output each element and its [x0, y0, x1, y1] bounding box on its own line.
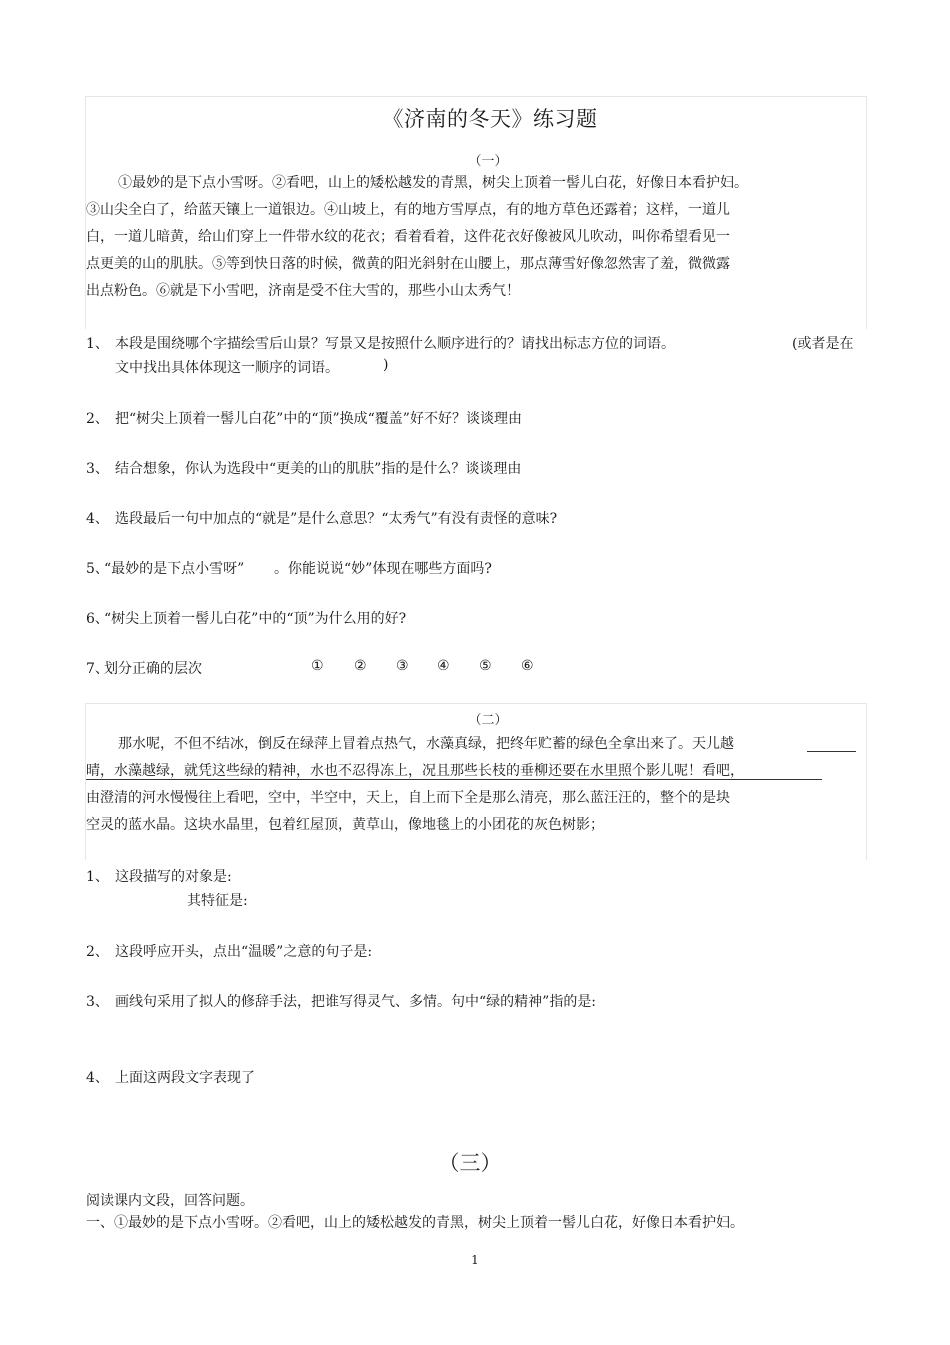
- question-number: 3、: [86, 994, 109, 1010]
- question-aside: (或者是在: [792, 336, 854, 352]
- passage2-line: 那水呢，不但不结冰，倒反在绿萍上冒着点热气，水藻真绿，把终年贮蓄的绿色全拿出来了。天儿越: [118, 736, 734, 752]
- question-number: 5、: [86, 561, 109, 577]
- question-close: ): [383, 357, 389, 373]
- question-text: 这段描写的对象是:: [115, 869, 232, 885]
- question-text: 上面这两段文字表现了: [115, 1070, 255, 1086]
- passage1-line: 白，一道儿暗黄，给山们穿上一件带水纹的花衣；看着看着，这件花衣好像被风儿吹动，叫你希望看见一: [86, 229, 730, 245]
- passage2-line: 空灵的蓝水晶。这块水晶里，包着红屋顶，黄草山，像地毯上的小团花的灰色树影；: [86, 817, 604, 833]
- passage1-line: 点更美的山的肌肤。⑤等到快日落的时候，微黄的阳光斜射在山腰上，那点薄雪好像忽然害了羞，微微露: [86, 256, 730, 272]
- question-number: 1、: [86, 869, 109, 885]
- question-continuation: 文中找出具体体现这一顺序的词语。: [115, 360, 339, 376]
- question-text: “树尖上顶着一髻儿白花”中的“顶”为什么用的好?: [104, 611, 407, 627]
- passage2-line: 由澄清的河水慢慢往上看吧，空中，半空中，天上，自上而下全是那么清亮，那么蓝汪汪的，整个的是块: [86, 790, 730, 806]
- passage1-line: 出点粉色。⑥就是下小雪吧，济南是受不住大雪的，那些小山太秀气！: [86, 283, 520, 299]
- layer-mark: ②: [354, 658, 367, 674]
- question-number: 2、: [86, 944, 109, 960]
- question-text: 把“树尖上顶着一髻儿白花”中的“顶”换成“覆盖”好不好？谈谈理由: [115, 411, 522, 427]
- section1-label: （一）: [468, 154, 508, 169]
- question-number: 4、: [86, 1070, 109, 1086]
- passage1-line: ③山尖全白了，给蓝天镶上一道银边。④山坡上，有的地方雪厚点，有的地方草色还露着；这样，一道儿: [86, 202, 730, 218]
- question-number: 3、: [86, 461, 109, 477]
- passage2-line-underlined: 晴，水藻越绿，就凭这些绿的精神，水也不忍得冻上，况且那些长枝的垂柳还要在水里照个影儿呢！看吧，: [86, 763, 744, 779]
- question-text: 结合想象，你认为选段中“更美的山的肌肤”指的是什么？谈谈理由: [115, 461, 522, 477]
- question-number: 6、: [86, 611, 109, 627]
- page-number: 1: [471, 1253, 479, 1267]
- layer-mark: ⑥: [521, 658, 534, 674]
- layer-mark: ③: [396, 658, 409, 674]
- question-number: 7、: [86, 661, 109, 677]
- answer-blank-line: [807, 751, 856, 752]
- layer-mark: ④: [437, 658, 450, 674]
- question-text: 选段最后一句中加点的“就是”是什么意思？“太秀气”有没有责怪的意味?: [115, 511, 558, 527]
- question-number: 1、: [86, 336, 109, 352]
- layer-mark: ⑤: [479, 658, 492, 674]
- section2-label: （二）: [468, 713, 508, 728]
- question-text: 这段呼应开头，点出“温暖”之意的句子是:: [115, 944, 373, 960]
- question-text: 画线句采用了拟人的修辞手法，把谁写得灵气、多情。句中“绿的精神”指的是:: [115, 994, 597, 1010]
- section3-label: （三）: [438, 1151, 502, 1175]
- question-number: 4、: [86, 511, 109, 527]
- question-number: 2、: [86, 411, 109, 427]
- passage1-line: ①最妙的是下点小雪呀。②看吧，山上的矮松越发的青黑，树尖上顶着一髻儿白花，好像日本看护妇。: [118, 175, 748, 191]
- section3-intro: 阅读课内文段，回答问题。: [86, 1193, 254, 1209]
- section3-first-line: 一、①最妙的是下点小雪呀。②看吧，山上的矮松越发的青黑，树尖上顶着一髻儿白花，好像日本看护妇。: [86, 1215, 744, 1231]
- question-text: 划分正确的层次: [104, 661, 202, 677]
- question-text: 本段是围绕哪个字描绘雪后山景？写景又是按照什么顺序进行的？请找出标志方位的词语。: [115, 336, 675, 352]
- question-text: “最妙的是下点小雪呀”: [104, 561, 245, 577]
- question-subtext: 其特征是:: [187, 893, 248, 909]
- sentence-underline: [86, 779, 822, 780]
- question-text-continued: 。你能说说“妙”体现在哪些方面吗?: [274, 561, 492, 577]
- layer-mark: ①: [311, 658, 324, 674]
- page-title: 《济南的冬天》练习题: [382, 107, 598, 131]
